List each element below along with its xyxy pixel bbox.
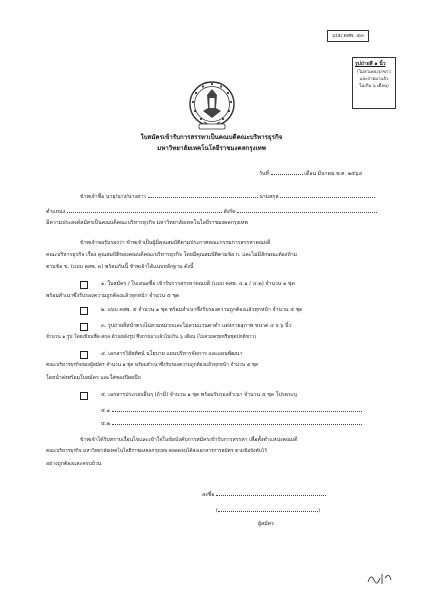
form-code-box: แบบ คสพ. ๔๓ <box>327 30 369 42</box>
item-2-line-1: ๒. แบบ คสพ. ๕ จำนวน ๑ ชุด พร้อมสำเนาซึ่งรับรองความถูกต้องแล้วทุกหน้า จำนวน ๕ ชุด <box>101 307 303 313</box>
affiliation-field[interactable] <box>237 206 377 213</box>
application-intent: มีความประสงค์สมัครเป็นคณบดีคณะบริหารธุรกิจ มหาวิทยาลัยเทคโนโลยีราชมงคลกรุงเทพ <box>46 220 248 226</box>
date-day-field[interactable] <box>271 168 303 175</box>
item-3-checkbox[interactable] <box>80 323 88 331</box>
certify-line-2: คณะบริหารธุรกิจ เรื่อง คุณสมบัติของคณบดีคณะบริหารธุรกิจ โดยมีคุณสมบัติตามข้อ ก. และไม่มีลักษณะต้องห้าม <box>46 252 298 258</box>
applicant-name-line <box>80 191 375 201</box>
date-month-label: เดือน มีนาคม <box>304 171 335 177</box>
date-line <box>259 168 362 178</box>
signature-label: ลงชื่อ <box>202 492 215 498</box>
photo-note-line-3: ไม่เกิน ๖ เดือน) <box>359 84 389 89</box>
item-4-line-3: โดยนำส่งพร้อมใบสมัคร และใส่ซองปิดผนึก <box>46 375 141 381</box>
closing-line-2: คณะบริหารธุรกิจ มหาวิทยาลัยเทคโนโลยีราชมงคลกรุงเทพ ตลอดจนได้ส่งเอกสารการสมัคร ตามข้อบังคับไว้ <box>46 449 267 454</box>
item-5-sub-2-field[interactable] <box>112 418 362 425</box>
photo-note-line-1: (ไม่สวมหมวกขาว <box>357 70 391 75</box>
item-5-checkbox[interactable] <box>80 392 88 400</box>
photo-title: รูปถ่ายสี ๑ นิ้ว <box>355 61 386 67</box>
item-2-checkbox[interactable] <box>80 307 88 315</box>
date-day-label: วันที่ <box>259 171 269 177</box>
item-5-line-1: ๕. เอกสารประกอบอื่นๆ (ถ้ามี) จำนวน ๑ ชุด พร้อมรับรองสำเนา จำนวน ๕ ชุด โปรดระบุ <box>101 392 297 398</box>
signature-field[interactable] <box>216 489 326 496</box>
university-emblem-logo <box>183 78 241 132</box>
applicant-surname-label: นามสกุล <box>259 194 279 200</box>
date-year-label: พ.ศ. ๒๕๖๔ <box>336 171 363 177</box>
photo-note-line-2: และถ่ายมาแล้ว <box>359 77 389 82</box>
closing-line-3: อย่างถูกต้องและครบถ้วน <box>46 461 102 467</box>
item-5-sub-2-label: ๕.๒ <box>101 421 110 427</box>
item-5-sub-1-field[interactable] <box>112 405 362 412</box>
item-5-sub-2 <box>101 418 362 428</box>
position-label: ตำแหน่ง <box>46 209 66 215</box>
item-5-sub-1 <box>101 405 362 415</box>
handwritten-initials-mark <box>365 568 395 588</box>
item-1-line-2: พร้อมสำเนาซึ่งรับรองความถูกต้องแล้วทุกหน้า จำนวน ๕ ชุด <box>46 293 180 299</box>
applicant-name-label: ข้าพเจ้าชื่อ นาย/นาง/นางสาว <box>80 194 146 200</box>
item-4-line-1: ๔. เอกสารวิสัยทัศน์ นโยบาย แผนบริหารจัดการ และแผนพัฒนา <box>101 351 243 357</box>
form-title-line-2: มหาวิทยาลัยเทคโนโลยีราชมงคลกรุงเทพ <box>157 145 266 152</box>
item-3-line-2: จำนวน ๑ รูป โดยเขียนชื่อ-สกุล ด้านหลังรูป ซึ่งถ่ายมาแล้วไม่เกิน ๖ เดือน (ไม่สวมครุยหรือชุดปกติขาว) <box>46 335 257 340</box>
signature-name-line: ( ) <box>216 505 320 515</box>
certify-line-3: ตามข้อ ข. (แบบ คสพ. ๓) พร้อมกันนี้ ข้าพเจ้าได้แนบหลักฐาน ดังนี้ <box>46 264 194 270</box>
item-1-checkbox[interactable] <box>80 281 88 289</box>
signature-printed-name-field[interactable] <box>218 505 318 512</box>
item-4-line-2: คณะบริหารธุรกิจของผู้สมัคร จำนวน ๑ ชุด พร้อมสำเนาซึ่งรับรองความถูกต้องแล้วทุกหน้า จำนวน ๕ ชุด <box>46 363 259 368</box>
signature-line <box>202 489 326 499</box>
closing-line-1: ข้าพเจ้าได้รับทราบเงื่อนไขและเข้าใจในข้อบังคับการสมัครเข้ารับการสรรหา เพื่อตั้งตำแหน่งคณบดี <box>80 437 298 443</box>
applicant-surname-field[interactable] <box>280 191 375 198</box>
item-4-checkbox[interactable] <box>80 351 88 359</box>
signature-role: ผู้สมัคร <box>258 521 274 527</box>
certify-line-1: ข้าพเจ้าขอรับรองว่า ข้าพเจ้าเป็นผู้มีคุณสมบัติตามประกาศคณะกรรมการสรรหาคณบดี <box>80 240 271 246</box>
position-field[interactable] <box>67 206 222 213</box>
item-1-line-1: ๑. ใบสมัคร / ใบเสนอชื่อ เข้ารับการสรรหาคณบดี (แบบ คสพ. ๔.๑ / ๔.๒) จำนวน ๑ ชุด <box>101 281 295 287</box>
affiliation-label: สังกัด <box>223 209 236 215</box>
form-title-line-1: ใบสมัครเข้ารับการสรรหาเป็นคณบดีคณะบริหารธุรกิจ <box>140 134 283 141</box>
item-5-sub-1-label: ๕.๑ <box>101 408 110 414</box>
item-3-line-1: ๓. รูปถ่ายสีหน้าตรงไม่สวมหมวกและไม่สวมแว่นตาดำ แต่งกายสุภาพ ขนาด ๔ x ๖ นิ้ว <box>101 323 292 329</box>
applicant-name-field[interactable] <box>148 191 258 198</box>
applicant-position-line <box>46 206 377 216</box>
